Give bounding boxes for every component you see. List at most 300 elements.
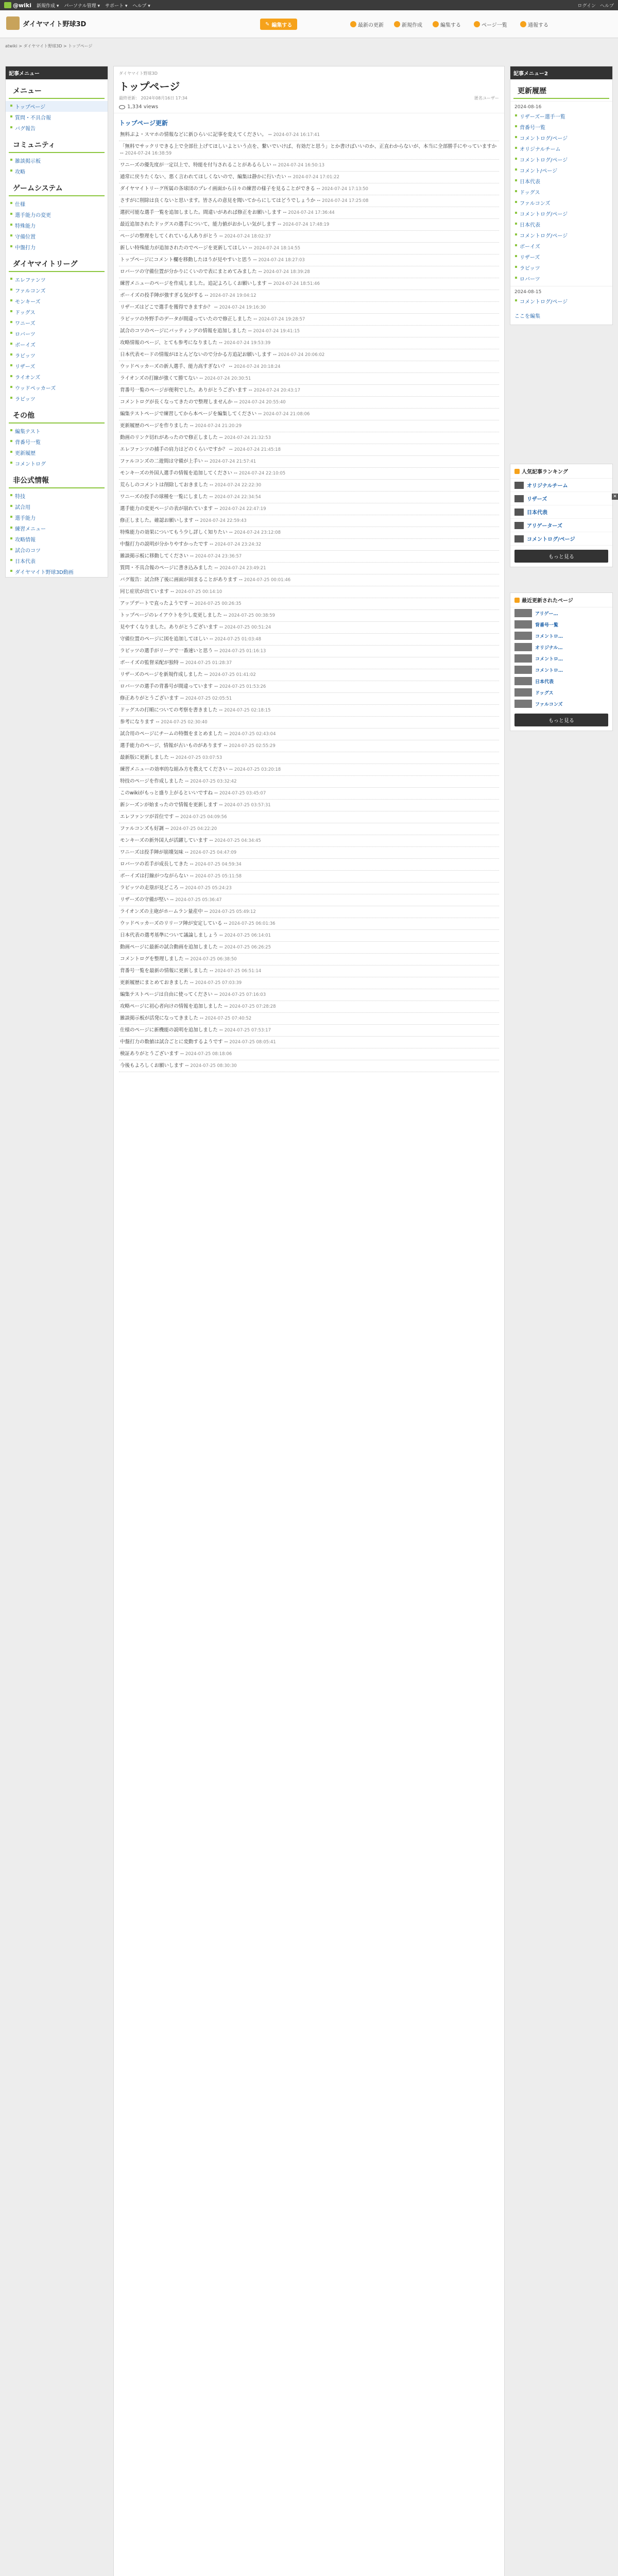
- comment-time: 2024-07-24 18:14:55: [253, 246, 300, 251]
- recent-page-name: 背番号一覧: [535, 622, 559, 628]
- section-title[interactable]: トップページ更新: [119, 120, 168, 127]
- ranking-panel: [510, 464, 613, 567]
- sidebar-item[interactable]: 質問・不具合報: [6, 112, 108, 123]
- ranking-header: [510, 464, 612, 479]
- comment-separator: --: [247, 387, 254, 393]
- comment-text: 選手能力の変更ページの表が崩れています: [120, 506, 213, 512]
- global-bar: [0, 0, 618, 10]
- edit-button[interactable]: [260, 19, 297, 30]
- comment-separator: --: [120, 150, 125, 156]
- comment-text: ドッグスの打順についての考察を書きました: [120, 707, 218, 713]
- recent-updates-button[interactable]: [350, 19, 384, 29]
- global-menu-help[interactable]: ヘルプ ▾: [132, 3, 150, 9]
- ranking-thumbnail: [514, 509, 524, 516]
- comment-separator: --: [217, 233, 225, 239]
- sidebar-section-title: コミュニティ: [9, 135, 105, 153]
- comment-text: 試合のコツのページにバッティングの情報を追加しました: [120, 328, 247, 334]
- comment-item: [119, 207, 499, 219]
- recent-page-thumbnail: [514, 688, 532, 697]
- breadcrumb[interactable]: atwiki > ダイヤマイト野球3D > トップページ: [5, 44, 93, 48]
- comment-time: 2024-07-24 20:43:17: [253, 388, 300, 393]
- atwiki-logo-text: @wiki: [13, 2, 32, 9]
- comment-text: ダイヤマイトリーグ所属の各球団のプレイ画面から日々の練習の様子を見ることができる: [120, 186, 315, 192]
- comment-time: 2024-07-25 01:03:48: [214, 637, 261, 642]
- ranking-thumbnail: [514, 482, 524, 489]
- ranking-item[interactable]: [510, 505, 612, 519]
- login-link[interactable]: ログイン: [577, 3, 596, 9]
- recent-page-name: コメントロ…: [535, 656, 563, 662]
- comment-time: 2024-07-25 06:26:25: [224, 945, 271, 950]
- comment-text: 中盤打力の説明が分かりやすかったです: [120, 541, 209, 547]
- comment-text: ワニーズは投手陣が崩壊気味: [120, 850, 184, 855]
- comment-text: コメントログが長くなってきたので整理しませんか: [120, 399, 233, 405]
- comment-time: 2024-07-24 22:10:05: [238, 471, 286, 476]
- left-sidebar-sections: [6, 81, 108, 577]
- global-menu-personal[interactable]: パーソナル管理 ▾: [64, 3, 100, 9]
- left-sidebar: [5, 66, 108, 578]
- comment-list: [114, 129, 504, 1072]
- update-history-item[interactable]: コメントログ/ページ: [510, 132, 612, 143]
- comment-text: 背番号一覧を最新の情報に更新しました: [120, 968, 209, 974]
- sidebar-item[interactable]: 中盤打力: [6, 242, 108, 252]
- comment-time: 2024-07-24 18:27:03: [258, 258, 305, 263]
- comment-time: 2024-07-24 18:39:28: [263, 269, 310, 275]
- comment-text: リザーズのページを新規作成しました: [120, 672, 203, 677]
- comment-separator: --: [276, 222, 283, 227]
- comment-item: [119, 811, 499, 823]
- ranking-item[interactable]: [510, 492, 612, 505]
- recent-page-name: 日本代表: [535, 679, 554, 685]
- comment-separator: --: [247, 245, 254, 251]
- comment-time: 2024-07-24 17:25:08: [322, 198, 369, 204]
- comment-separator: --: [227, 530, 234, 535]
- recent-page-item[interactable]: [510, 619, 612, 630]
- update-history-item[interactable]: コメントログ/ページ: [510, 154, 612, 165]
- sidebar-item[interactable]: 背番号一覧: [6, 436, 108, 447]
- update-history-item[interactable]: ロバーツ: [510, 273, 612, 284]
- comment-time: 2024-07-25 01:28:37: [185, 660, 232, 666]
- plus-icon: [394, 21, 400, 27]
- comment-separator: --: [213, 506, 220, 512]
- comment-item: [119, 586, 499, 598]
- comment-separator: --: [256, 269, 264, 275]
- comment-time: 2024-07-24 19:41:15: [253, 329, 300, 334]
- update-history-item[interactable]: 日本代表: [510, 219, 612, 230]
- comment-text: 日本代表モードの情報がほとんどないので分かる方追記お願いします: [120, 352, 272, 358]
- atwiki-logo-icon: [4, 2, 11, 8]
- comment-item: [119, 977, 499, 989]
- ranking-more-button[interactable]: もっと見る: [514, 550, 608, 563]
- comment-separator: --: [164, 826, 170, 832]
- comment-time: 2024-07-24 16:38:59: [125, 151, 172, 156]
- comment-text: 参考になります: [120, 719, 154, 725]
- comment-text: ラビッツの外野手のデータが間違っていたので修正しました: [120, 316, 252, 322]
- comment-text: ロバーツの守備位置が分かりにくいので表にまとめてみました: [120, 269, 257, 275]
- sidebar-item[interactable]: 選手能力: [6, 512, 108, 523]
- comment-item: [119, 622, 499, 634]
- recent-page-name: ドッグス: [535, 690, 554, 696]
- comment-item: [119, 314, 499, 326]
- comment-item: [119, 1025, 499, 1037]
- view-count-text: 1,334 views: [127, 104, 159, 110]
- recent-pages-header: [510, 593, 612, 607]
- update-history-item[interactable]: リザーズ: [510, 251, 612, 262]
- close-icon[interactable]: ✕: [612, 494, 618, 500]
- crown-icon: [514, 469, 520, 474]
- comment-text: ロバーツの選手の背番号が間違っています: [120, 684, 213, 689]
- comment-separator: --: [266, 132, 273, 138]
- sidebar-item[interactable]: 練習メニュー: [6, 523, 108, 534]
- edit-here-link[interactable]: ここを編集: [514, 314, 540, 319]
- comment-text: 動画ページに最新の試合動画を追加しました: [120, 944, 218, 950]
- sidebar-item[interactable]: ウッドペッカーズ: [6, 382, 108, 393]
- update-history-item[interactable]: 背番号一覧: [510, 122, 612, 132]
- update-history-item[interactable]: コメント/ページ: [510, 165, 612, 176]
- comment-separator: --: [266, 281, 273, 286]
- new-page-button[interactable]: [394, 19, 422, 29]
- site-title[interactable]: [6, 16, 86, 30]
- ranking-header-text: 人気記事ランキング: [522, 469, 568, 475]
- comment-separator: --: [213, 648, 220, 654]
- comment-time: 2024-07-24 21:45:18: [234, 447, 281, 452]
- comment-item: [119, 302, 499, 314]
- comment-time: 2024-07-24 22:59:43: [200, 518, 247, 523]
- comment-separator: --: [286, 174, 293, 180]
- recent-page-item[interactable]: [510, 687, 612, 698]
- comment-text: 新しい特殊能力が追加されたのでページを更新してほしい: [120, 245, 247, 251]
- comment-separator: --: [154, 719, 161, 725]
- sidebar-item[interactable]: ロバーツ: [6, 328, 108, 339]
- right-sidebar: [510, 66, 613, 325]
- comment-text: ボーイズの監督采配が独特: [120, 660, 179, 666]
- update-date: 2024-08-15: [510, 286, 612, 296]
- comment-text: 中盤打力の数値は試合ごとに変動するようです: [120, 1039, 223, 1045]
- sidebar-item[interactable]: 攻略: [6, 166, 108, 177]
- sidebar-item[interactable]: リザーズ: [6, 361, 108, 371]
- comment-item: [119, 705, 499, 717]
- recent-page-thumbnail: [514, 677, 532, 685]
- comment-separator: --: [256, 411, 264, 417]
- recent-page-item[interactable]: [510, 664, 612, 675]
- sidebar-item[interactable]: バグ報告: [6, 123, 108, 133]
- update-history-item[interactable]: ラビッツ: [510, 262, 612, 273]
- sidebar-item[interactable]: 編集テスト: [6, 426, 108, 436]
- update-history-item[interactable]: 日本代表: [510, 176, 612, 187]
- sidebar-item[interactable]: 選手能力の変更: [6, 209, 108, 220]
- sidebar-item[interactable]: 特殊能力: [6, 220, 108, 231]
- comment-separator: --: [222, 1039, 230, 1045]
- sidebar-item[interactable]: ライオンズ: [6, 371, 108, 382]
- comment-separator: --: [178, 660, 185, 666]
- update-history-item[interactable]: コメントログ/ページ: [510, 296, 612, 307]
- update-history-item[interactable]: コメントログ/ページ: [510, 230, 612, 241]
- update-history-item[interactable]: ドッグス: [510, 187, 612, 197]
- comment-item: [119, 563, 499, 574]
- main-content: [113, 66, 505, 2576]
- comment-separator: --: [168, 897, 176, 903]
- comment-text: 今後もよろしくお願いします: [120, 1063, 184, 1069]
- comment-time: 2024-07-24 17:36:44: [288, 210, 335, 215]
- recent-page-thumbnail: [514, 632, 532, 640]
- comment-separator: --: [188, 861, 195, 867]
- comment-separator: --: [202, 672, 210, 677]
- comment-text: 最近追加されたドッグスの選手について、能力値がおかしい気がします: [120, 222, 277, 227]
- left-sidebar-header: 記事メニュー: [6, 66, 108, 79]
- comment-time: 2024-07-25 06:14:01: [224, 933, 271, 938]
- pencil-circle-icon: [433, 21, 439, 27]
- comment-time: 2024-07-25 08:18:06: [185, 1052, 232, 1057]
- ranking-item[interactable]: [510, 519, 612, 532]
- comment-time: 2024-07-25 00:26:35: [195, 601, 242, 606]
- comment-item: [119, 492, 499, 503]
- comment-item: [119, 989, 499, 1001]
- update-history-item[interactable]: ファルコンズ: [510, 197, 612, 208]
- recent-pages-header-text: 最近更新されたページ: [522, 598, 573, 604]
- sidebar-section-title: ダイヤマイトリーグ: [9, 255, 105, 272]
- site-logo-icon: [6, 16, 20, 30]
- comment-item: [119, 1037, 499, 1048]
- comment-item: [119, 871, 499, 883]
- comment-separator: --: [232, 399, 239, 405]
- comment-item: [119, 930, 499, 942]
- comment-time: 2024-07-25 00:14:10: [175, 589, 222, 595]
- comment-item: [119, 397, 499, 409]
- sidebar-item[interactable]: ダイヤマイト野球3D動画: [6, 566, 108, 577]
- recent-page-thumbnail: [514, 700, 532, 708]
- pencil-icon: ✎: [265, 21, 270, 27]
- comment-text: ファルコンズも好調: [120, 826, 164, 832]
- sidebar-item[interactable]: ワニーズ: [6, 317, 108, 328]
- comment-time: 2024-07-25 03:20:18: [234, 767, 281, 772]
- comment-time: 2024-07-25 06:01:36: [229, 921, 276, 926]
- comment-separator: --: [188, 980, 195, 986]
- comment-text: リザーズはどこで選手を獲得できますか？: [120, 304, 213, 310]
- sidebar-section-title: メニュー: [9, 81, 105, 99]
- comment-item: [119, 503, 499, 515]
- comment-text: 「無料でサックリできる上で全部仕上げてほしいよという点を、繋いでいけば、有効だと思う」とか書けばいいのか、正直わからないが、本当に全部勝手にやっていますか: [120, 144, 497, 149]
- comment-text: 新シーズンが始まったので情報を更新します: [120, 802, 218, 808]
- recent-page-name: コメントロ…: [535, 634, 563, 639]
- recent-more-button[interactable]: もっと見る: [514, 714, 608, 726]
- comment-item: [119, 835, 499, 847]
- comment-item: [119, 693, 499, 705]
- comment-time: 2024-07-24 21:20:29: [195, 423, 242, 429]
- sidebar-item[interactable]: 試合のコツ: [6, 545, 108, 555]
- comment-item: [119, 752, 499, 764]
- help-link[interactable]: ヘルプ: [599, 3, 614, 9]
- ranking-item[interactable]: [510, 532, 612, 546]
- comment-item: [119, 337, 499, 349]
- sidebar-item[interactable]: ラビッツ: [6, 393, 108, 404]
- comment-text: モンキーズの外国人選手の情報を追加してください: [120, 470, 233, 476]
- sidebar-item[interactable]: 攻略情報: [6, 534, 108, 545]
- comment-separator: --: [178, 885, 185, 891]
- sidebar-item[interactable]: コメントログ: [6, 458, 108, 469]
- comment-item: [119, 942, 499, 954]
- sidebar-item[interactable]: モンキーズ: [6, 296, 108, 307]
- comment-text: 攻略ページに初心者向けの情報を追加しました: [120, 1004, 223, 1009]
- sidebar-item[interactable]: エレファンツ: [6, 274, 108, 285]
- comment-time: 2024-07-25 06:38:50: [190, 957, 237, 962]
- comment-time: 2024-07-24 20:06:02: [278, 352, 325, 358]
- comment-time: 2024-07-24 20:55:40: [239, 400, 286, 405]
- comment-separator: --: [203, 459, 210, 464]
- sidebar-item[interactable]: 雑談掲示板: [6, 155, 108, 166]
- comment-text: 通常に戻りたくない、悪く言われてほしくないので、編集は静かに行いたい: [120, 174, 286, 180]
- comment-separator: --: [252, 316, 259, 322]
- report-button[interactable]: [520, 19, 548, 29]
- comment-separator: --: [222, 921, 229, 926]
- comment-time: 2024-07-25 04:22:20: [170, 826, 217, 832]
- edit-page-label: 編集する: [440, 22, 461, 28]
- comment-separator: --: [212, 992, 219, 997]
- comment-item: [119, 326, 499, 337]
- comment-time: 2024-07-25 08:05:41: [229, 1040, 276, 1045]
- comment-item: [119, 160, 499, 172]
- sidebar-item[interactable]: 試合用: [6, 501, 108, 512]
- recent-page-thumbnail: [514, 620, 532, 629]
- comment-time: 2024-07-25 01:41:02: [209, 672, 256, 677]
- comment-text: 守備位置のページに図を追加してほしい: [120, 636, 208, 642]
- flag-icon: [520, 21, 526, 27]
- ranking-item[interactable]: [510, 479, 612, 492]
- comment-time: 2024-07-25 02:05:51: [185, 696, 232, 701]
- ranking-thumbnail: [514, 495, 524, 502]
- comment-separator: --: [251, 257, 259, 263]
- list-icon: [474, 21, 480, 27]
- sidebar-item[interactable]: 仕様: [6, 198, 108, 209]
- comment-item: [119, 918, 499, 930]
- recent-page-item[interactable]: [510, 607, 612, 619]
- comment-item: [119, 740, 499, 752]
- comment-separator: --: [281, 210, 288, 215]
- edit-page-button[interactable]: [433, 19, 461, 29]
- sidebar-item[interactable]: 更新履歴: [6, 447, 108, 458]
- comment-separator: --: [217, 944, 225, 950]
- comment-item: [119, 195, 499, 207]
- comment-text: モンキーズの新外国人が活躍しています: [120, 838, 208, 843]
- comment-text: ワニーズの投手の球種を一覧にしました: [120, 494, 208, 500]
- comment-separator: --: [271, 352, 279, 358]
- sidebar-item[interactable]: ボーイズ: [6, 339, 108, 350]
- article-crumb[interactable]: ダイヤマイト野球3D: [119, 71, 158, 76]
- comment-item: [119, 906, 499, 918]
- comment-time: 2024-07-25 02:43:04: [229, 732, 276, 737]
- editor-name: 匿名ユーザー: [474, 96, 499, 100]
- update-date: 2024-08-16: [510, 101, 612, 111]
- comment-time: 2024-07-24 21:08:06: [263, 412, 310, 417]
- comment-item: [119, 847, 499, 859]
- page-list-label: ページ一覧: [482, 22, 507, 28]
- comment-item: [119, 373, 499, 385]
- update-history-item[interactable]: コメントログ/ページ: [510, 208, 612, 219]
- comment-text: 更新履歴にまとめておきました: [120, 980, 189, 986]
- comment-separator: --: [188, 601, 195, 606]
- ranking-item-name: リザーズ: [527, 497, 547, 502]
- comment-separator: --: [179, 1051, 185, 1057]
- global-menu-support[interactable]: サポート ▾: [105, 3, 128, 9]
- comment-text: 試合用のページにチームの特徴をまとめました: [120, 731, 223, 737]
- sidebar-item[interactable]: 守備位置: [6, 231, 108, 242]
- comment-time: 2024-07-24 22:22:30: [214, 483, 262, 488]
- comment-time: 2024-07-24 22:47:19: [219, 506, 266, 512]
- comment-item: [119, 1001, 499, 1013]
- comment-text: ボーイズの投手陣が強すぎる気がする: [120, 293, 203, 298]
- comment-time: 2024-07-25 03:57:31: [224, 803, 271, 808]
- recent-page-item[interactable]: [510, 698, 612, 709]
- comment-item: [119, 610, 499, 622]
- comment-text: 動画のリンク切れがあったので修正しました: [120, 435, 218, 440]
- update-history-item[interactable]: リザーズー選手一覧: [510, 111, 612, 122]
- comment-separator: --: [217, 435, 225, 440]
- atwiki-logo[interactable]: [4, 2, 31, 9]
- comment-time: 2024-07-24 23:49:21: [219, 566, 266, 571]
- comment-separator: --: [222, 1004, 230, 1009]
- comment-separator: --: [218, 624, 225, 630]
- global-menu-new[interactable]: 新規作成 ▾: [37, 3, 59, 9]
- view-count: [114, 101, 504, 113]
- recent-pages-panel: [510, 592, 613, 731]
- comment-time: 2024-07-25 01:53:26: [219, 684, 266, 689]
- comment-time: 2024-07-24 18:51:46: [273, 281, 320, 286]
- recent-page-item[interactable]: [510, 641, 612, 653]
- comment-separator: --: [217, 1027, 225, 1033]
- recent-page-item[interactable]: [510, 675, 612, 687]
- comment-item: [119, 823, 499, 835]
- comment-text: ワニーズの優先度が一定以上で、特能を付与されることがあるらしい: [120, 162, 271, 168]
- ranking-item-name: オリジナルチーム: [527, 483, 568, 489]
- sidebar-item[interactable]: トップページ: [6, 101, 108, 112]
- comment-item: [119, 598, 499, 610]
- sidebar-item[interactable]: 日本代表: [6, 555, 108, 566]
- comment-text: 修正しました。確認お願いします: [120, 518, 194, 523]
- comment-separator: --: [208, 838, 215, 843]
- comment-text: ページの整理をしてくれている人ありがとう: [120, 233, 218, 239]
- sidebar-item[interactable]: ファルコンズ: [6, 285, 108, 296]
- comment-item: [119, 290, 499, 302]
- clock-icon: [350, 21, 356, 27]
- comment-time: 2024-07-25 02:30:40: [161, 720, 208, 725]
- comment-time: 2024-07-25 07:16:03: [219, 992, 266, 997]
- comment-separator: --: [188, 873, 195, 879]
- recent-page-thumbnail: [514, 654, 532, 663]
- sidebar-item[interactable]: ドッグス: [6, 307, 108, 317]
- page-list-button[interactable]: [474, 19, 507, 29]
- comment-text: ラビッツの選手がリーグで一番速いと思う: [120, 648, 213, 654]
- comment-separator: --: [271, 162, 278, 168]
- comment-text: 攻略情報のページ、とても参考になりました: [120, 340, 218, 346]
- recent-page-item[interactable]: [510, 630, 612, 641]
- comment-text: 練習メニューの効率的な組み方を教えてください: [120, 767, 228, 772]
- comment-separator: --: [232, 470, 239, 476]
- comment-separator: --: [227, 364, 234, 369]
- sidebar-section-title: ゲームシステム: [9, 179, 105, 196]
- comment-item: [119, 231, 499, 243]
- update-history-item[interactable]: ボーイズ: [510, 241, 612, 251]
- comment-text: 背番号一覧のページが便利でした。ありがとうございます: [120, 387, 247, 393]
- comment-time: 2024-07-25 00:51:24: [224, 625, 271, 630]
- comment-text: 編集テストページは自由に使ってください: [120, 992, 213, 997]
- comment-separator: --: [183, 956, 191, 962]
- comment-item: [119, 646, 499, 657]
- ranking-item-name: アリゲーターズ: [527, 523, 562, 529]
- comment-item: [119, 456, 499, 468]
- sidebar-item[interactable]: 特技: [6, 490, 108, 501]
- recent-page-item[interactable]: [510, 653, 612, 664]
- sidebar-item[interactable]: ラビッツ: [6, 350, 108, 361]
- comment-time: 2024-07-25 02:18:15: [224, 708, 271, 713]
- update-history-item[interactable]: オリジナルチーム: [510, 143, 612, 154]
